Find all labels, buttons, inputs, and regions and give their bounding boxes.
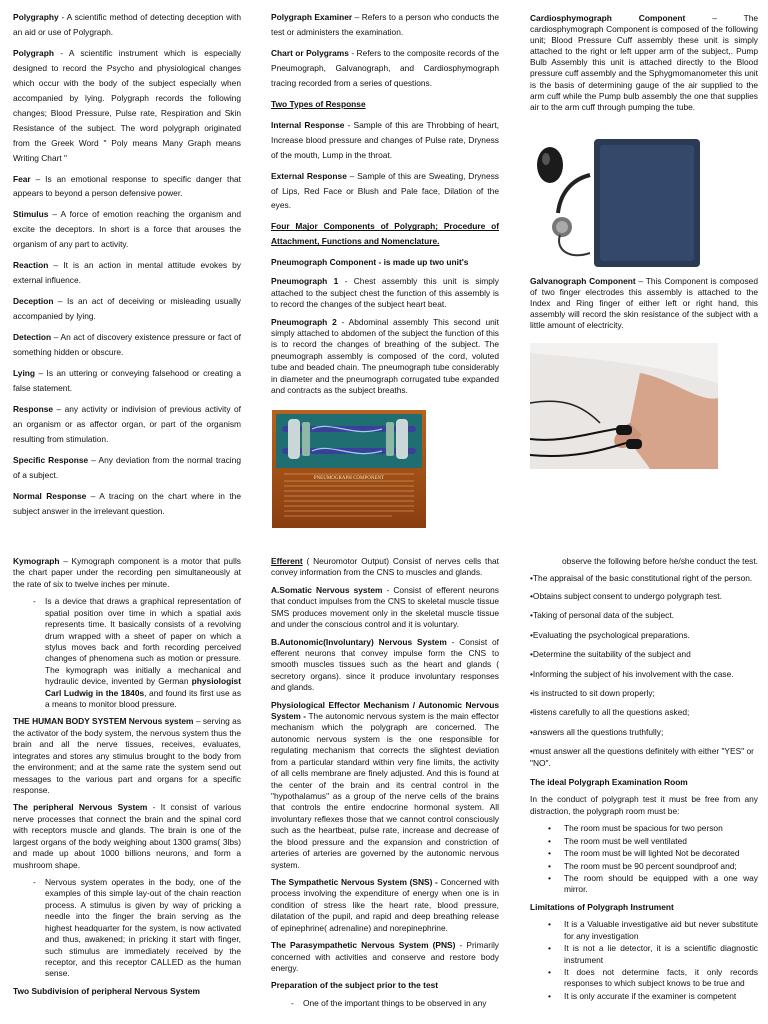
parasympathetic-nervous-system: The Parasympathetic Nervous System (PNS) - Primarily concerned with activities and conserve and restore body energy. (271, 940, 499, 973)
types-heading: Two Types of Response (271, 98, 366, 109)
prep-list-item: •The appraisal of the basic constitutional right of the person. (530, 573, 753, 584)
column-3-top (530, 13, 758, 119)
list-item: • The room must be spacious for two person (530, 823, 758, 834)
column-2-bottom (271, 556, 499, 1015)
prep-list-item: •Obtains subject consent to undergo polygraph test. (530, 590, 722, 601)
pneumograph-2: Pneumograph 2 - Abdominal assembly This second unit simply attached to abdomen of the subject the function of this is to record the changes of breathing of the subject. The pneumograph assembly is composed of the cord, voluted tube and beaded chain. The pneumograph tube considerably in diameter and the pneumograph corrugated tube expanded and contracts as the subject breaths. (271, 316, 499, 396)
column-1-bottom (13, 556, 241, 1003)
definition-stimulus: Stimulus – A force of emotion reaching the organism and excite the deceptors. In short is a force that arouses the organism of any part to activity. (13, 209, 241, 250)
components-heading: Four Major Components of Polygraph; Procedure of Attachment, Functions and Nomenclature. (271, 221, 499, 247)
prep-list-item: •Determine the suitability of the subject and (530, 649, 691, 660)
list-item: • It is not a lie detector, it is a scientific diagnostic instrument (530, 943, 758, 966)
human-body-system: THE HUMAN BODY SYSTEM Nervous system – serving as the activator of the body system, the nervous system thus the brain and all the nerve tissues, receives, evaluates, integrates and stores any stimulus brought to the body from the environment; and at the same rate the system send out messages to the various part and organs for a specific response. (13, 716, 242, 796)
room-intro: In the conduct of polygraph test it must be free from any distraction, the polygraph room must be: (530, 794, 758, 816)
column-3-bottom (530, 556, 758, 1008)
definition-specific-response: Specific Response – Any deviation from the normal tracing of a subject. (13, 454, 241, 480)
subdivision-heading: Two Subdivision of peripheral Nervous System (13, 985, 200, 996)
sympathetic-nervous-system: The Sympathetic Nervous System (SNS) - Concerned with process involving the expenditure of energy when one is in condition of stress like the heart rate, blood pressure, dilatation of the pupil, and rapid and deep breathing release of epinephrine( adrenaline) and norepinephrine. (271, 876, 499, 933)
prep-list-item: •is instructed to sit down properly; (530, 687, 655, 698)
effector-mechanism: Physiological Effector Mechanism / Autonomic Nervous System - The autonomic nervous system is the main effector mechanism which the polygraph are concerned. The autonomic nervous system is the one responsible for regulating mechanism that corrects the slightest deviation from a particular standard within very fine limits, the activity of all cells membrane are finely adjusted. And this is found at the center of the brain and its central control in the "hypothalamus" as a group of the nerve cells of the brains that controls the entire endocrine hormonal system. All involuntary reflexes those that we cannot control consciously such as the heartbeat, pulse rate, increase and decrease of the blood pressure and the expansion and constriction of arteries of arteries are governed by the autonomic nervous system. (271, 699, 499, 870)
peripheral-nervous-system: The peripheral Nervous System - It consist of various nerve processes that connect the brain and the spinal cord with receptors muscle and glands. The brain is one of the largest organs of the body weighing about 1300 grams( 3lbs) and made up about 1000 billions neurons, and form a mushroom shape. (13, 802, 242, 870)
external-response: External Response – Sample of this are Sweating, Dryness of Lips, Red Face or Blush and Pale face, Dilation of the eyes. (271, 170, 499, 211)
prep-list-item: •listens carefully to all the questions asked; (530, 707, 690, 718)
definition-lying: Lying – Is an uttering or conveying falsehood or creating a false statement. (13, 368, 241, 393)
definition-normal-response: Normal Response – A tracing on the chart where in the subject answer in the irrelevant question. (13, 490, 241, 516)
pneumograph-heading: Pneumograph Component - is made up two unit's (271, 257, 469, 268)
list-item: - Nervous system operates in the body, one of the examples of this simple lay-out of the chain reaction process. A stimulus is given by way of pricking a needle into the finger the brain serving as the highest headquarter for the system, is now activated and thus, awakened; in pricking it start with finger, such stimulus are immediately received by the receptor, and this receptor CALLED as the human sense. (13, 877, 241, 980)
list-item: • The room must be 90 percent soundproof and; (530, 861, 758, 872)
efferent: Efferent ( Neuromotor Output) Consist of nerves cells that convey information from the CNS to muscles and glands. (271, 556, 499, 578)
definition-examiner: Polygraph Examiner – Refers to a person who conducts the test or administers the examination. (271, 12, 499, 37)
limitations-heading: Limitations of Polygraph Instrument (530, 901, 674, 912)
autonomic-nervous-system: B.Autonomic(Involuntary) Nervous System - Consist of efferent neurons that convey impulse form the CNS to smooth muscles tissues such as the heart and glands ( secretory organs). since it produce involuntary responses and glands. (271, 636, 499, 693)
prep-list-item: •Taking of personal data of the subject. (530, 610, 675, 621)
prep-list-item: •Informing the subject of his involvement with the case. (530, 668, 734, 679)
definition-chart: Chart or Polygrams - Refers to the composite records of the Pneumograph, Galvanograph, and Cardiosphymograph tracing recorded from a series of questions. (271, 47, 500, 88)
pneumograph-1: Pneumograph 1 - Chest assembly this unit is simply attached to the subject chest the function of this assembly is to record the changes of the subject heart beat. (271, 276, 499, 310)
definition-fear: Fear – Is an emotional response to specific danger that appears to beyond a person defensive power. (13, 173, 241, 199)
blood-pressure-cuff-image (530, 135, 704, 269)
list-item: • It does not determine facts, it only records responses to which subject knows to be true and (530, 967, 758, 990)
definition-deception: Deception – Is an act of deceiving or misleading usually accompanied by lying. (13, 296, 241, 322)
column-3-galvanograph (530, 276, 758, 337)
list-item: • It is a Valuable investigative aid but never substitute for any investigation (530, 919, 758, 942)
nervous-list (13, 877, 241, 980)
limitations-list (530, 919, 758, 1002)
somatic-nervous-system: A.Somatic Nervous system - Consist of efferent neurons that conduct impulses from the CNS to skeletal muscle tissue SMS produces movement only in the skeletal muscle tissue and under the conscious control and it is voluntary. (271, 584, 499, 630)
list-item: • The room must be will lighted Not be decorated (530, 848, 758, 859)
definition-response: Response – any activity or indivision of previous activity of an organism or as affector organ, or part of the organism resulting from stimulation. (13, 403, 241, 444)
room-heading: The ideal Polygraph Examination Room (530, 777, 688, 788)
definition-polygraphy: Polygraphy - A scientific method of detecting deception with an aid or use of Polygraph. (13, 12, 241, 37)
kymograph-list (13, 596, 241, 710)
kymograph: Kymograph – Kymograph component is a motor that pulls the chart paper under the recording pen simultaneously at the rate of six to twelve inches per minute. (13, 556, 241, 589)
observe-text: observe the following before he/she conduct the test. (562, 556, 759, 566)
preparation-heading: Preparation of the subject prior to the test (271, 980, 439, 991)
galvanograph-component: Galvanograph Component – This Component is composed of two finger electrodes this assembly is attached to the Index and Ring finger of either left or right hand, this assembly will record the skin resistance of the subject with a little amount of electricity. (530, 276, 758, 331)
definition-detection: Detection – An act of discovery existence pressure or fact of something hidden or obscure. (13, 332, 241, 358)
list-item: • The room must be well ventilated (530, 836, 758, 847)
slide-title: PNEUMOGRAPH COMPONENT (313, 476, 385, 481)
finger-electrodes-image (530, 343, 718, 469)
prep-list-item: •answers all the questions truthfully; (530, 726, 664, 737)
prep-list-item: •Evaluating the psychological preparations. (530, 629, 690, 640)
column-1-top (13, 10, 241, 525)
column-2-top (271, 10, 499, 403)
internal-response: Internal Response - Sample of this are Throbbing of heart, Increase blood pressure and changes of Pulse rate, Dryness of the mouth, Lump in the throat. (271, 119, 499, 160)
list-item: • The room should be equipped with a one way mirror. (530, 873, 758, 896)
preparation-list (271, 998, 499, 1009)
definition-reaction: Reaction – It is an action in mental attitude evokes by external influence. (13, 260, 241, 286)
cardiosphymograph-component: Cardiosphymograph Component – The cardiosphymograph Component is composed of the following unit; Blood Pressure Cuff assembly these unit is simply attached to the right or left upper arm of the subject,. Pump Bulb Assembly this unit is attached directly to the Blood pressure cuff assembly and the Sphygmomanometer this unit is the basis of determining gauge of the air supplied to the arm cuff while the Pump bulb assembly the one that supplies air to the arm cuff through pumping the tube. (530, 13, 759, 112)
list-item: • It is only accurate if the examiner is competent (530, 991, 758, 1002)
pneumograph-slide-image (272, 410, 426, 528)
definition-polygraph: Polygraph - A scientific instrument which is especially designed to record the Psycho and physiological changes which occur with the body of the subject especially when accompanied by lying. Polygraph records the following changes; Blood Pressure, Pulse rate, Respiration and Skin Resistance of the subject. The word polygraph originated from the Greek Word " Poly means Many Graph means Writing Chart " (13, 47, 241, 163)
list-item: - Is a device that draws a graphical representation of spatial position over time in which a spatial axis represents time. It basically consists of a revolving drum wrapped with a sheet of paper on which a stylus moves back and forth recording perceived changes of phenomena such as motion or pressure. The kymograph was initially a mechanical and hydraulic device, invented by German physiologist Carl Ludwig in the 1840s, and found its first use as a means to monitor blood pressure. (13, 596, 241, 710)
list-item: - One of the important things to be observed in any (271, 998, 499, 1009)
prep-list-item: •must answer all the questions definitely with either "YES" or "NO". (530, 746, 754, 768)
room-list (530, 823, 758, 896)
